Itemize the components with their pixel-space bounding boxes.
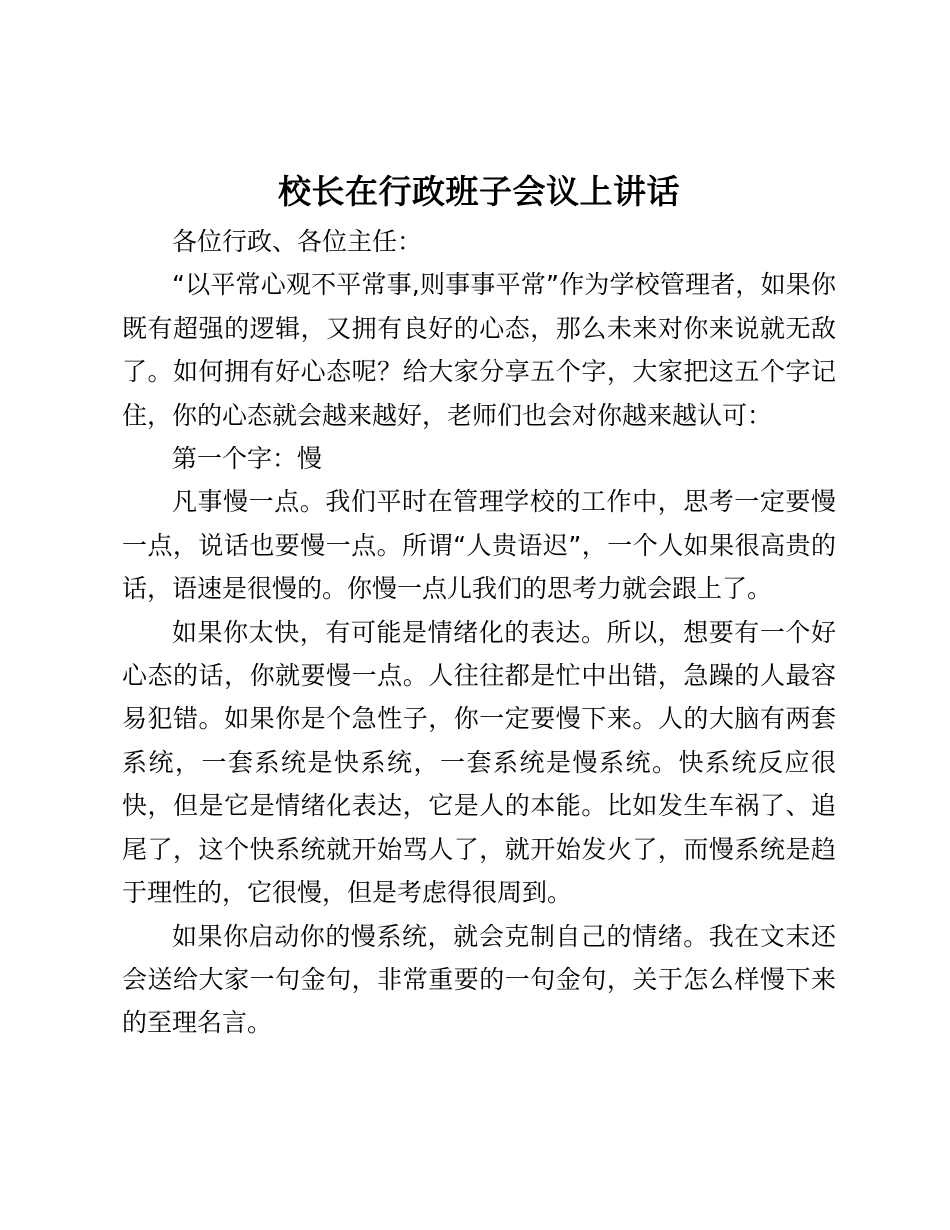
document-title: 校长在行政班子会议上讲话 bbox=[278, 172, 680, 211]
salutation-paragraph: 各位行政、各位主任： bbox=[172, 227, 423, 256]
body-paragraph: 凡事慢一点。我们平时在管理学校的工作中，思考一定要慢一点，说话也要慢一点。所谓“人贵语迟”，一个人如果很高贵的话，语速是很慢的。你慢一点儿我们的思考力就会跟上了。 bbox=[122, 487, 836, 604]
section-heading-first-word: 第一个字：慢 bbox=[172, 444, 323, 474]
document-page bbox=[122, 168, 836, 1045]
body-paragraph: 如果你太快，有可能是情绪化的表达。所以，想要有一个好心态的话，你就要慢一点。人往往都是忙中出错，急躁的人最容易犯错。如果你是个急性子，你一定要慢下来。人的大脑有两套系统，一套系统是快系统，一套系统是慢系统。快系统反应很快，但是它是情绪化表达，它是人的本能。比如发生车祸了、追尾了，这个快系统就开始骂人了，就开始发火了，而慢系统是趋于理性的，它很慢，但是考虑得很周到。 bbox=[122, 617, 836, 908]
body-paragraph: 如果你启动你的慢系统，就会克制自己的情绪。我在文末还会送给大家一句金句，非常重要的一句金句，关于怎么样慢下来的至理名言。 bbox=[122, 921, 836, 1038]
intro-paragraph: “以平常心观不平常事,则事事平常”作为学校管理者，如果你既有超强的逻辑，又拥有良好的心态，那么未来对你来说就无敌了。如何拥有好心态呢？给大家分享五个字，大家把这五个字记住，你的心态就会越来越好，老师们也会对你越来越认可： bbox=[122, 270, 836, 430]
